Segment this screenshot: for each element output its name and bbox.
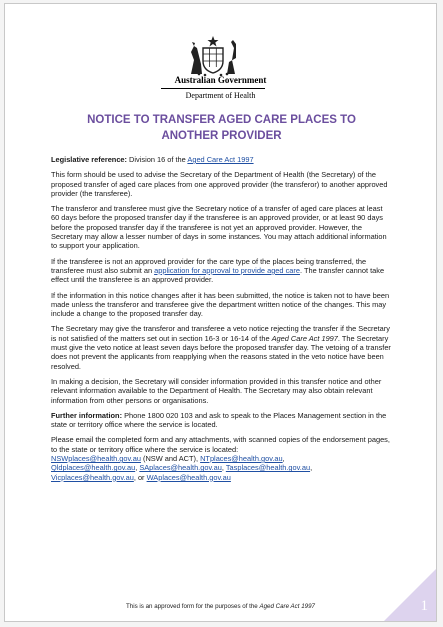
- approval-application-link[interactable]: application for approval to provide aged care: [154, 265, 300, 275]
- paragraph-veto-text: The Secretary may give the transferor and transferee a veto notice rejecting the transfer if the Secretary is not satisfied of the matters set out in section 16-3 or 16-14 of the: [51, 324, 390, 343]
- email-intro: Please email the completed form and any attachments, with scanned copies of the endorsement pages, to the state or territory office where the service is located:: [51, 435, 390, 454]
- email-link-nsw[interactable]: NSWplaces@health.gov.au: [51, 454, 141, 464]
- paragraph-decision: In making a decision, the Secretary will consider information provided in this transfer notice and other relevant information available to the Department of Health. The Secretary may also obtain relevant information from other persons or organisations.: [51, 376, 382, 405]
- page-footer: [5, 603, 436, 610]
- government-name: Australian Government: [174, 75, 267, 85]
- legislative-text: Division 16 of the: [127, 155, 188, 164]
- email-separator: ,: [135, 463, 140, 473]
- page-title-line-2: ANOTHER PROVIDER: [161, 130, 282, 142]
- email-link-tas[interactable]: Tasplaces@health.gov.au: [225, 463, 311, 473]
- email-link-wa[interactable]: WAplaces@health.gov.au: [146, 472, 231, 482]
- email-separator: ,: [221, 463, 226, 473]
- paragraph-purpose: This form should be used to advise the Secretary of the Department of Health (the Secretary) of the proposed transfer of aged care places from one approved provider (the transferor) to another approved provider (the transferee).: [51, 170, 388, 198]
- further-information: [51, 411, 391, 430]
- paragraph-approval: [51, 257, 391, 285]
- email-separator: ,: [282, 454, 285, 464]
- email-nsw-note: (NSW and ACT),: [140, 454, 201, 464]
- paragraph-approval-tail: . The transfer cannot take effect until the transferee is an approved provider.: [51, 265, 385, 285]
- legislative-reference: [51, 155, 391, 164]
- legislative-label: Legislative reference:: [51, 155, 127, 164]
- department-name: Department of Health: [185, 91, 256, 100]
- paragraph-veto: [51, 324, 391, 370]
- email-link-qld[interactable]: Qldplaces@health.gov.au: [51, 463, 136, 473]
- paragraph-approval-text: If the transferee is not an approved provider for the care type of the places being transferred, the transferee must also submit an: [51, 256, 367, 275]
- paragraph-notice-timing: The transferor and transferee must give the Secretary notice of a transfer of aged care places at least 60 days before the proposed transfer day if the transferee is an approved provider, or at least 90 days before the proposed transfer day if the transferee is not yet an approved provider. However, the Secretary may allow a lesser number of days in some instances. You may attach additional information to support your application.: [51, 204, 387, 251]
- paragraph-changes: If the information in this notice changes after it has been submitted, the notice is taken not to have been made unless the transferor and transferee give the department written notice of the changes. This may include a change to the proposed transfer day.: [51, 290, 390, 319]
- email-separator: ,: [310, 463, 313, 473]
- email-link-sa[interactable]: SAplaces@health.gov.au: [139, 463, 222, 473]
- paragraph-veto-act: Aged Care Act 1997: [271, 333, 338, 343]
- footer-text: This is an approved form for the purposes of the: [126, 603, 260, 610]
- header-divider: [161, 88, 265, 89]
- page-title: [65, 112, 378, 144]
- further-information-text: Phone 1800 020 103 and ask to speak to the Places Management section in the state or territory office where the service is located.: [51, 410, 387, 430]
- email-link-nt[interactable]: NTplaces@health.gov.au: [200, 454, 283, 464]
- page-corner-decoration: [384, 569, 436, 621]
- document-body: [51, 155, 391, 487]
- further-information-label: Further information:: [51, 410, 123, 420]
- page-number: 1: [420, 598, 428, 614]
- document-page: [4, 3, 437, 622]
- page-title-line-1: NOTICE TO TRANSFER AGED CARE PLACES TO: [87, 114, 356, 126]
- coat-of-arms-icon: [185, 34, 241, 76]
- paragraph-veto-tail: . The Secretary must give the veto notice at least seven days before the proposed transfer day. The vetoing of a transfer does not prevent the applicants from reapplying when the reasons stated in the veto notice have been resolved.: [51, 333, 391, 371]
- email-link-vic[interactable]: Vicplaces@health.gov.au: [51, 472, 134, 482]
- email-or: , or: [133, 472, 147, 482]
- email-instructions: [51, 435, 391, 481]
- footer-act: Aged Care Act 1997: [259, 603, 315, 610]
- aged-care-act-link[interactable]: Aged Care Act 1997: [187, 155, 254, 164]
